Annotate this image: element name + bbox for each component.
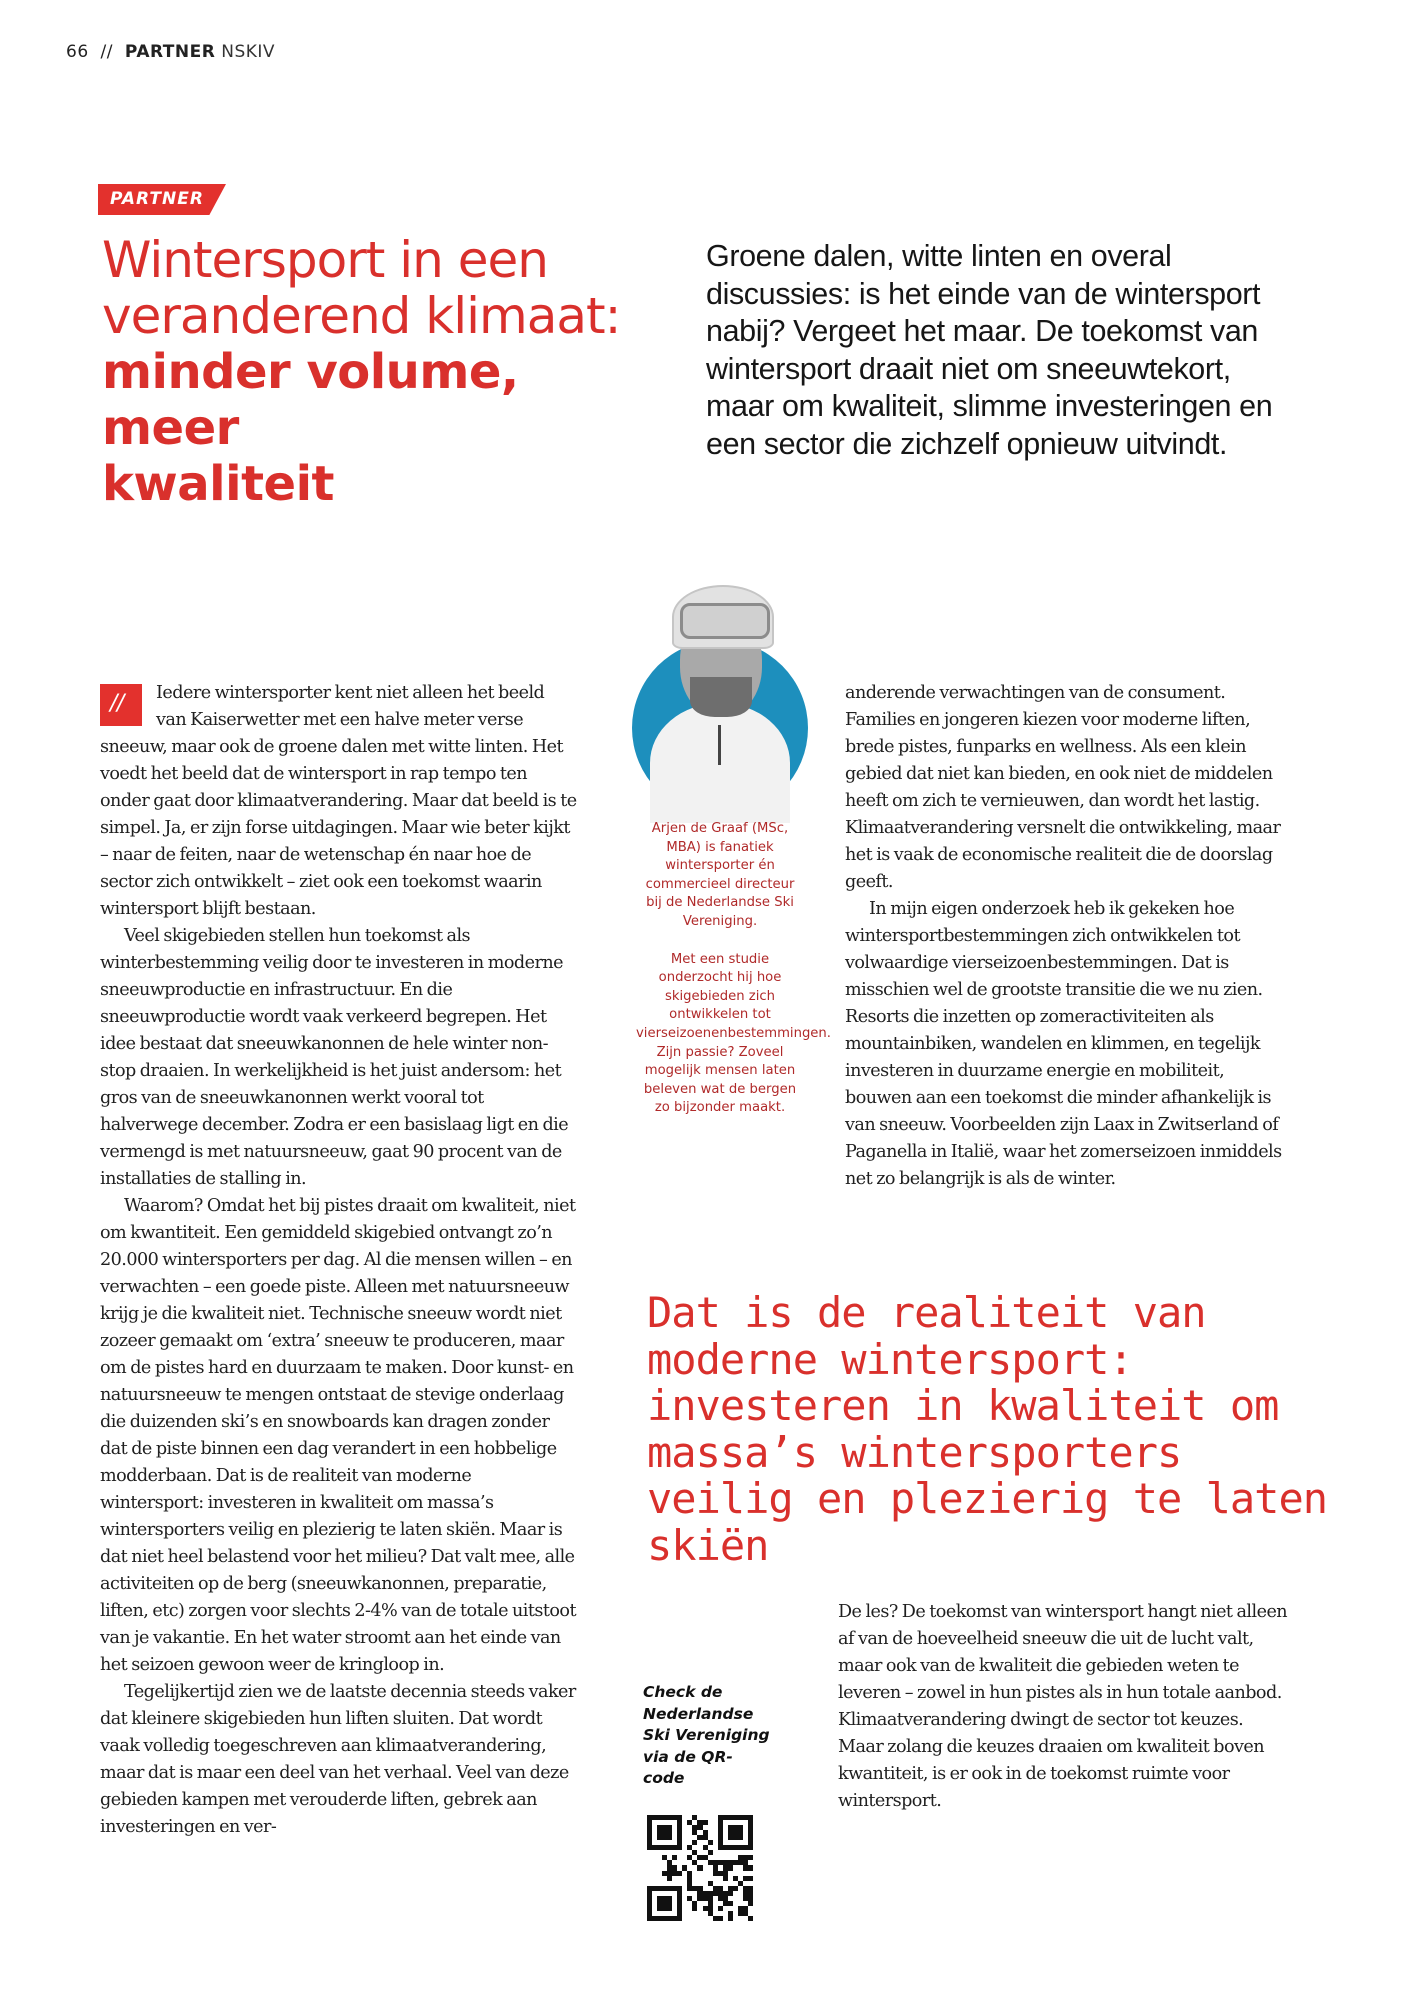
paragraph: De les? De toekomst van wintersport hangt niet alleen af van de hoeveelheid sneeuw die uit de lucht valt, maar ook van de kwaliteit die gebieden weten te leveren – zowel in hun pistes als in hun totale aanbod. Klimaatverandering dwingt de sector tot keuzes. Maar zolang die keuzes draaien om kwaliteit boven kwantiteit, is er ook in de toekomst ruimte voor wintersport.	[838, 1602, 1288, 1811]
title-line-1: Wintersport in een	[102, 231, 548, 289]
caption-study: Met een studie onderzocht hij hoe skigebieden zich ontwikkelen tot vierseizoenenbestemmingen. Zijn passie? Zoveel mogelijk mensen laten beleven wat de bergen zo bijzonder maakt.	[636, 951, 831, 1116]
pull-quote: Dat is de realiteit van moderne wintersport: investeren in kwaliteit om massa’s wintersporters veilig en plezierig te laten skiën	[647, 1288, 1328, 1570]
qr-label: Check de Nederlandse Ski Vereniging via de QR-code	[643, 1683, 770, 1787]
portrait-goggles	[680, 603, 770, 639]
section-tag	[98, 184, 226, 215]
paragraph: Veel skigebieden stellen hun toekomst als winterbestemming veilig door te investeren in moderne sneeuwproductie en infrastructuur. En die sneeuwproductie wordt vaak verkeerd begrepen. Het idee bestaat dat sneeuwkanonnen de hele winter non-stop draaien. In werkelijkheid is het juist andersom: het gros van de sneeuwkanonnen werkt vooral tot halverwege december. Zodra er een basislaag ligt en die vermengd is met natuursneeuw, gaat 90 procent van de installaties de stalling in.	[100, 926, 569, 1189]
article-title	[102, 232, 662, 512]
article-intro: Groene dalen, witte linten en overal discussies: is het einde van de wintersport nabij? Vergeet het maar. De toekomst van wintersport draait niet om sneeuwtekort, maar om kwaliteit, slimme investeringen en een sector die zichzelf opnieuw uitvindt.	[706, 239, 1273, 461]
title-line-2: veranderend klimaat:	[102, 287, 621, 345]
paragraph: In mijn eigen onderzoek heb ik gekeken hoe wintersportbestemmingen zich ontwikkelen tot volwaardige vierseizoenbestemmingen. Dat is misschien wel de grootste transitie die we nu zien. Resorts die inzetten op zomeractiviteiten als mountainbiken, wandelen en klimmen, en tegelijk investeren in duurzame energie en mobiliteit, bouwen aan een toekomst die minder afhankelijk is van sneeuw. Voorbeelden zijn Laax in Zwitserland of Paganella in Italië, waar het zomerseizoen inmiddels net zo belangrijk is als de winter.	[845, 899, 1282, 1189]
running-header	[66, 42, 275, 62]
drop-mark-icon: //	[100, 684, 142, 726]
body-column-bottom	[838, 1599, 1288, 1815]
title-line-3: minder volume, meer	[102, 344, 519, 456]
author-caption	[636, 820, 831, 1137]
paragraph: anderende verwachtingen van de consument. Families en jongeren kiezen voor moderne liften, brede pistes, funparks en wellness. Als een klein gebied dat niet kan bieden, en ook niet de middelen heeft om zich te vernieuwen, dan wordt het lastig. Klimaatverandering versnelt die ontwikkeling, maar het is vaak de economische realiteit die de doorslag geeft.	[845, 683, 1281, 892]
header-separator: //	[100, 42, 114, 62]
paragraph: Waarom? Omdat het bij pistes draait om kwaliteit, niet om kwantiteit. Een gemiddeld skigebied ontvangt zo’n 20.000 wintersporters per dag. Al die mensen willen – en verwachten – een goede piste. Alleen met natuursneeuw krijg je die kwaliteit niet. Technische sneeuw wordt niet zozeer gemaakt om ‘extra’ sneeuw te produceren, maar om de pistes hard en duurzaam te maken. Door kunst- en natuursneeuw te mengen ontstaat de stevige onderlaag die duizenden ski’s en snowboards kan dragen zonder dat de piste binnen een dag verandert in een hobbelige modderbaan. Dat is de realiteit van moderne wintersport: investeren in kwaliteit om massa’s wintersporters veilig en plezierig te laten skiën. Maar is dat niet heel belastend voor het milieu? Dat valt mee, alle activiteiten op de berg (sneeuwkanonnen, preparatie, liften, etc) zorgen voor slechts 2-4% van de totale uitstoot van je vakantie. En het water stroomt aan het einde van het seizoen gewoon weer de kringloop in.	[100, 1196, 576, 1675]
header-publication: NSKIV	[221, 42, 276, 62]
author-portrait	[630, 585, 810, 800]
qr-code-icon[interactable]	[647, 1815, 753, 1921]
caption-bio: Arjen de Graaf (MSc, MBA) is fanatiek wintersporter én commercieel directeur bij de Nederlandse Ski Vereniging.	[645, 821, 795, 929]
paragraph: Iedere wintersporter kent niet alleen het beeld van Kaiserwetter met een halve meter verse sneeuw, maar ook de groene dalen met witte linten. Het voedt het beeld dat de wintersport in rap tempo ten onder gaat door klimaatverandering. Maar dat beeld is te simpel. Ja, er zijn forse uitdagingen. Maar wie beter kijkt – naar de feiten, naar de wetenschap én naar hoe de sector zich ontwikkelt – ziet ook een toekomst waarin wintersport blijft bestaan.	[100, 683, 577, 919]
page-number: 66	[66, 42, 89, 62]
title-line-4: kwaliteit	[102, 456, 334, 512]
portrait-zipper	[718, 725, 721, 765]
portrait-beard	[690, 677, 752, 717]
body-column-right	[845, 680, 1285, 1193]
body-column-left	[100, 680, 578, 1841]
tag-label: PARTNER	[110, 189, 204, 209]
paragraph: Tegelijkertijd zien we de laatste decennia steeds vaker dat kleinere skigebieden hun liften sluiten. Dat wordt vaak volledig toegeschreven aan klimaatverandering, maar dat is maar een deel van het verhaal. Veel van deze gebieden kampen met verouderde liften, gebrek aan investeringen en ver-	[100, 1682, 576, 1837]
header-section: PARTNER	[124, 42, 216, 62]
